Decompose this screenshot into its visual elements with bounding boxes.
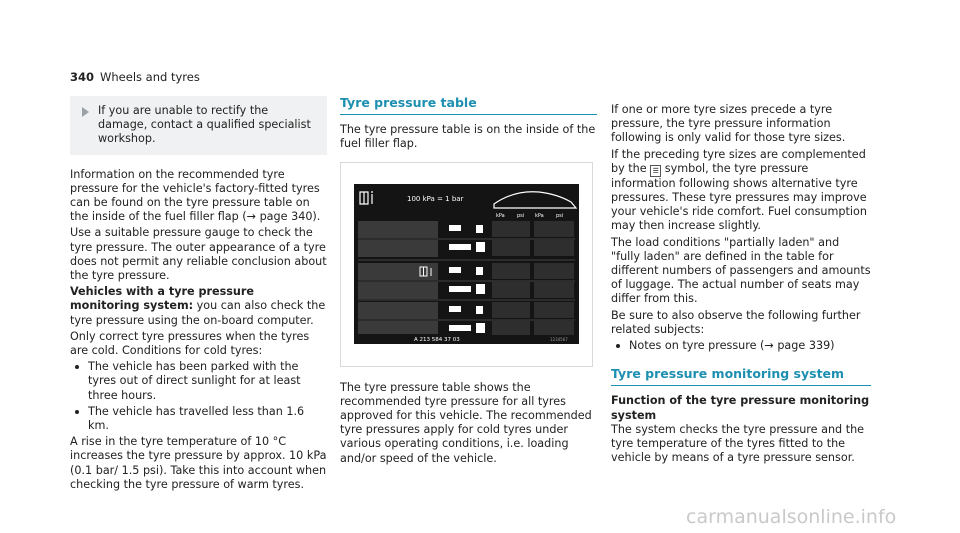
arrow-icon <box>82 107 89 117</box>
list-item-text: The vehicle has been parked with the tyres out of direct sunlight for at least three hours. <box>88 360 301 402</box>
section-title: Wheels and tyres <box>100 70 200 84</box>
unit-psi-label: psi <box>556 212 564 219</box>
column-2 <box>340 96 597 468</box>
section-heading: Tyre pressure monitoring system <box>611 367 871 386</box>
table-rows <box>358 221 438 334</box>
note-box <box>70 96 327 155</box>
alternative-tyre-pressure-icon: ☰ <box>650 165 661 177</box>
paragraph <box>611 148 871 234</box>
conversion-text: 100 kPa = 1 bar <box>407 194 464 203</box>
section-heading: Tyre pressure table <box>340 96 597 115</box>
column-1 <box>70 96 327 494</box>
figure-id: 1234567 <box>550 336 568 342</box>
bullet-icon <box>75 365 79 369</box>
part-number: A 213 584 37 03 <box>414 336 460 343</box>
bullet-icon <box>75 410 79 414</box>
paragraph: Only correct tyre pressures when the tyres are cold. Conditions for cold tyres: <box>70 329 310 358</box>
paragraph: The load conditions "partially laden" and "fully laden" are defined in the table for different numbers of passengers and amounts of luggage. The actual number of seats may differ from this. <box>611 235 871 306</box>
list-item[interactable] <box>611 339 871 353</box>
paragraph: Use a suitable pressure gauge to check the tyre pressure. The outer appearance of a tyre does not permit any reliable conclusion about the tyre pressure. <box>70 226 327 283</box>
unit-kpa-label: kPa <box>535 212 544 219</box>
list-item <box>70 360 327 403</box>
paragraph: If one or more tyre sizes precede a tyre pressure, the tyre pressure information following is only valid for those tyre sizes. <box>611 103 846 145</box>
paragraph-part: If the preceding tyre sizes are complemented by the <box>611 147 866 175</box>
unit-kpa-label: kPa <box>496 212 505 219</box>
list-item-text: The vehicle has travelled less than 1.6 km. <box>88 404 305 433</box>
paragraph-part: symbol, the tyre pressure information following shows alternative tyre pressures. These tyre pressures may improve your vehicle's ride comfort. Fuel consumption may then increase slightly. <box>611 161 867 233</box>
paragraph: Be sure to also observe the following further related subjects: <box>611 308 861 336</box>
column-3 <box>611 103 871 467</box>
paragraph <box>70 285 327 328</box>
inline-heading: Vehicles with a tyre pressure monitoring system: <box>70 285 255 313</box>
tyre-pressure-table-figure <box>340 162 593 367</box>
subsection-heading: Function of the tyre pressure monitoring system <box>611 394 870 422</box>
page-header <box>70 70 200 84</box>
tyre-pressure-label-image <box>354 184 579 344</box>
paragraph: A rise in the tyre temperature of 10 °C increases the tyre pressure by approx. 10 kPa (0.1 bar/ 1.5 psi). Take this into account when checking the tyre pressure of warm tyres. <box>70 435 327 491</box>
paragraph-body: you can also check the tyre pressure using the on-board computer. <box>70 299 326 327</box>
watermark: carmanualsonline.info <box>686 506 897 528</box>
unit-psi-label: psi <box>517 212 525 219</box>
cross-reference-link[interactable]: Notes on tyre pressure (→ page 339) <box>629 339 835 353</box>
paragraph: The tyre pressure table shows the recommended tyre pressure for all tyres approved for this vehicle. The recommended tyre pressures apply for cold tyres under various operating conditions, i.e. loading and/or speed of the vehicle. <box>340 380 592 465</box>
list-item <box>70 405 327 433</box>
page-number: 340 <box>70 70 95 84</box>
note-text: If you are unable to rectify the damage, contact a qualified specialist workshop. <box>98 104 311 146</box>
bullet-icon <box>616 344 620 348</box>
paragraph: Information on the recommended tyre pressure for the vehicle's factory-fitted tyres can be found on the tyre pressure table on the inside of the fuel filler flap (→ page 340). <box>70 167 321 224</box>
paragraph: The system checks the tyre pressure and the tyre temperature of the tyres fitted to the vehicle by means of a tyre pressure sensor. <box>611 422 865 465</box>
paragraph: The tyre pressure table is on the inside of the fuel filler flap. <box>340 123 596 151</box>
